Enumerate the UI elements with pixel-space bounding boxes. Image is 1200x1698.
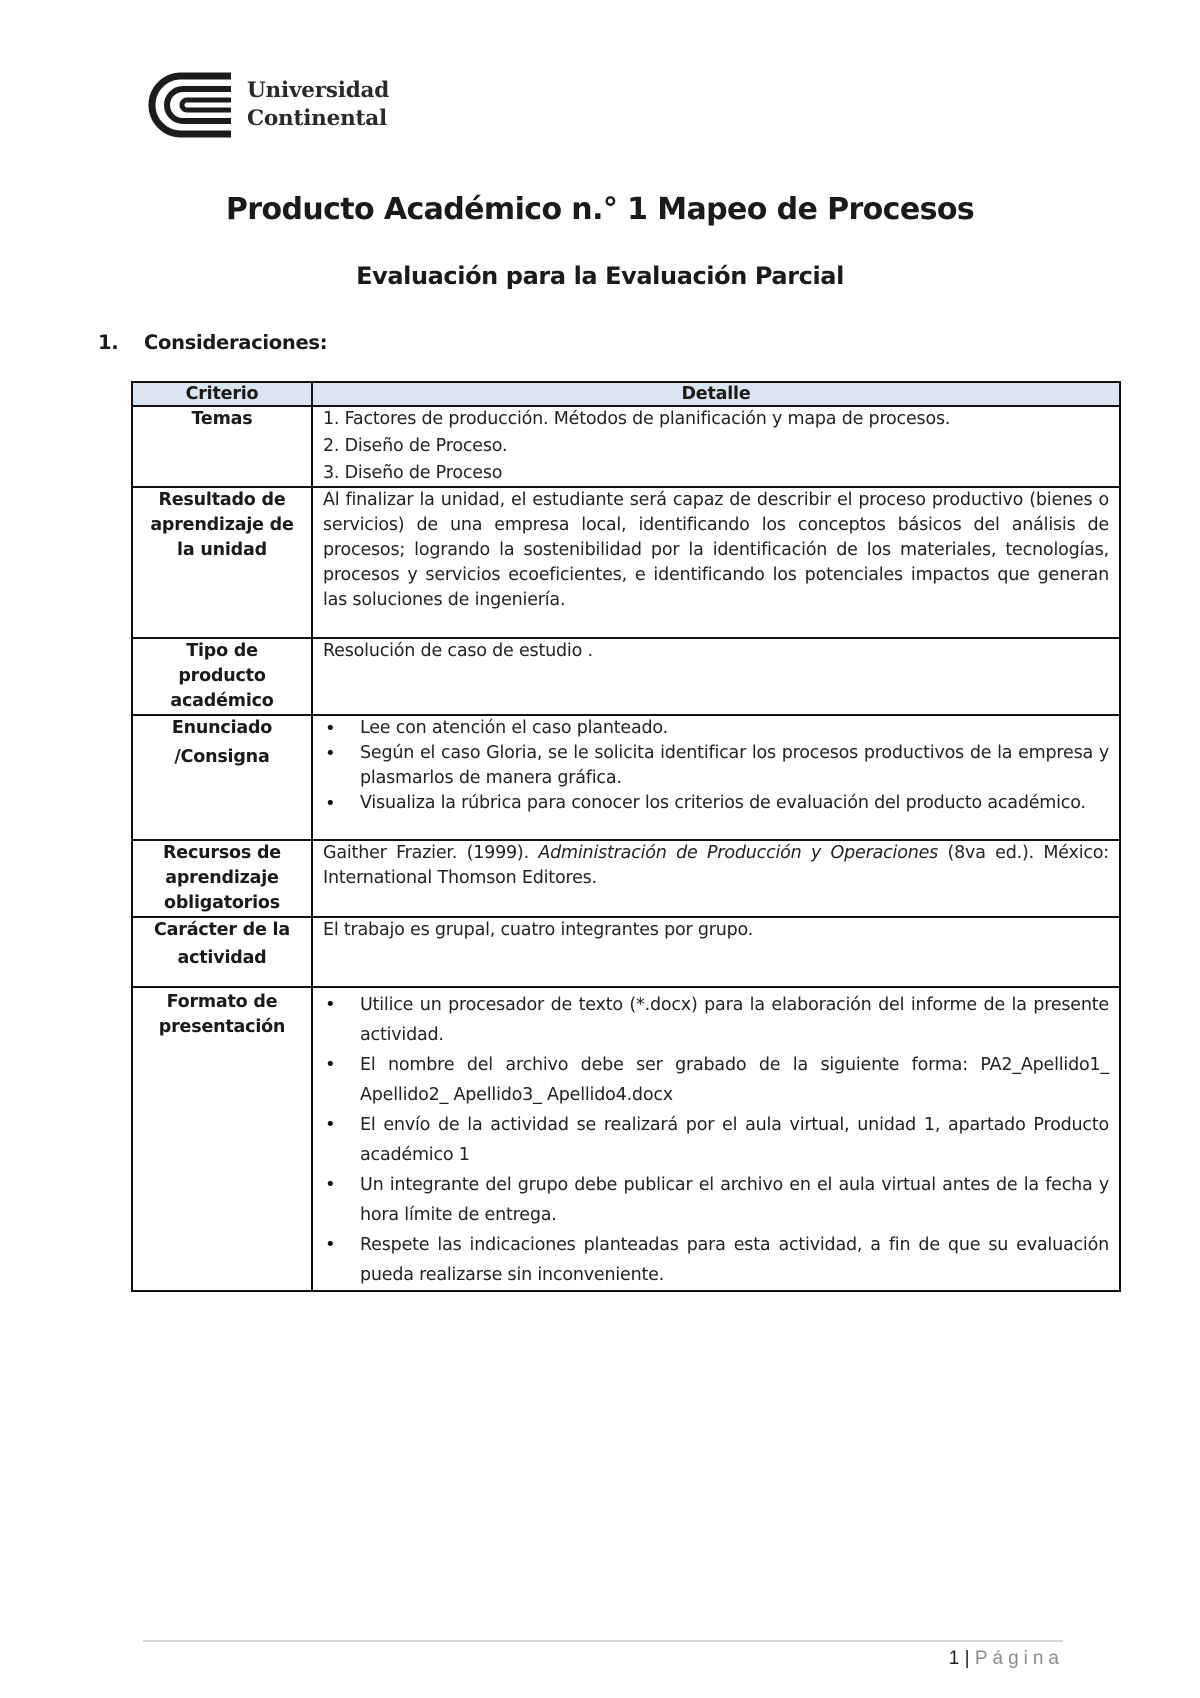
- enunciado-label-1: Enunciado: [171, 718, 273, 738]
- tema-item: 2. Diseño de Proceso.: [323, 436, 508, 456]
- recurso-editorial: (8va ed.). México: International Thomson Editores.: [323, 843, 1110, 888]
- table-header-row: [132, 382, 1120, 406]
- list-item: • Respete las indicaciones planteadas para esta actividad, a fin de que su evaluación pueda realizarse sin inconveniente.: [323, 1230, 1109, 1290]
- criterio-caracter: [132, 917, 312, 987]
- footer-divider: [143, 1640, 1063, 1642]
- header-detalle: Detalle: [312, 382, 1120, 406]
- logo-line-2: Continental: [247, 106, 387, 131]
- list-item: • Un integrante del grupo debe publicar el archivo en el aula virtual antes de la fecha y hora límite de entrega.: [323, 1170, 1109, 1230]
- recurso-titulo: Administración de Producción y Operaciones: [538, 843, 939, 863]
- detalle-formato: [312, 987, 1120, 1291]
- page-label: Página: [974, 1648, 1064, 1669]
- table-row-formato: [132, 987, 1120, 1291]
- detalle-resultado: Al finalizar la unidad, el estudiante será capaz de describir el proceso productivo (bienes o servicios) de una empresa local, identificando los conceptos básicos del análisis de procesos; logrando la sostenibilidad por la identificación de los materiales, tecnologías, procesos y servicios ecoeficientes, e identificando los potenciales impactos que generan las soluciones de ingeniería.: [312, 487, 1120, 638]
- list-item: • El nombre del archivo debe ser grabado de la siguiente forma: PA2_Apellido1_ Apellido2_ Apellido3_ Apellido4.docx: [323, 1050, 1109, 1110]
- detalle-caracter: El trabajo es grupal, cuatro integrantes por grupo.: [312, 917, 1120, 987]
- list-item: • Lee con atención el caso planteado.: [323, 716, 1109, 741]
- table-row-recursos: [132, 840, 1120, 917]
- table-row-temas: [132, 406, 1120, 487]
- section-label: Consideraciones:: [144, 331, 328, 354]
- page-number: 1: [948, 1648, 960, 1669]
- list-item: • Visualiza la rúbrica para conocer los criterios de evaluación del producto académico.: [323, 791, 1109, 816]
- continental-c-logo-icon: [143, 68, 239, 142]
- tema-item: 3. Diseño de Proceso: [323, 463, 503, 483]
- formato-list: [323, 990, 1109, 1290]
- list-item: • El envío de la actividad se realizará por el aula virtual, unidad 1, apartado Producto académico 1: [323, 1110, 1109, 1170]
- criterio-recursos: Recursos de aprendizaje obligatorios: [132, 840, 312, 917]
- enunciado-list: [323, 716, 1109, 816]
- criterio-enunciado: [132, 715, 312, 840]
- criterio-formato: Formato de presentación: [132, 987, 312, 1291]
- enunciado-label-2: /Consigna: [174, 747, 270, 767]
- page-footer: [949, 1648, 1064, 1670]
- detalle-tipo: Resolución de caso de estudio .: [312, 638, 1120, 715]
- list-item: • Utilice un procesador de texto (*.docx) para la elaboración del informe de la presente actividad.: [323, 990, 1109, 1050]
- criterio-tipo: Tipo de producto académico: [132, 638, 312, 715]
- recurso-autor: Gaither Frazier. (1999).: [323, 843, 539, 863]
- table-row-enunciado: [132, 715, 1120, 840]
- section-heading: [98, 331, 327, 354]
- section-number: 1.: [98, 331, 119, 354]
- detalle-enunciado: [312, 715, 1120, 840]
- table-row-resultado: [132, 487, 1120, 638]
- page-title: Producto Académico n.° 1 Mapeo de Procesos: [225, 192, 975, 227]
- caracter-label-1: Carácter de la: [154, 920, 290, 940]
- page-subtitle: Evaluación para la Evaluación Parcial: [356, 262, 844, 290]
- university-name: [247, 77, 389, 133]
- list-item: • Según el caso Gloria, se le solicita identificar los procesos productivos de la empresa y plasmarlos de manera gráfica.: [323, 741, 1109, 791]
- criterio-temas: Temas: [132, 406, 312, 487]
- university-logo: [143, 68, 403, 142]
- logo-line-1: Universidad: [247, 78, 390, 103]
- footer-separator: |: [964, 1648, 970, 1669]
- detalle-recursos: [312, 840, 1120, 917]
- criterio-resultado: Resultado de aprendizaje de la unidad: [132, 487, 312, 638]
- table-row-caracter: [132, 917, 1120, 987]
- tema-item: 1. Factores de producción. Métodos de planificación y mapa de procesos.: [323, 409, 951, 429]
- detalle-temas: [312, 406, 1120, 487]
- table-row-tipo: [132, 638, 1120, 715]
- header-criterio: Criterio: [132, 382, 312, 406]
- considerations-table: [131, 381, 1121, 1292]
- caracter-label-2: actividad: [177, 948, 267, 968]
